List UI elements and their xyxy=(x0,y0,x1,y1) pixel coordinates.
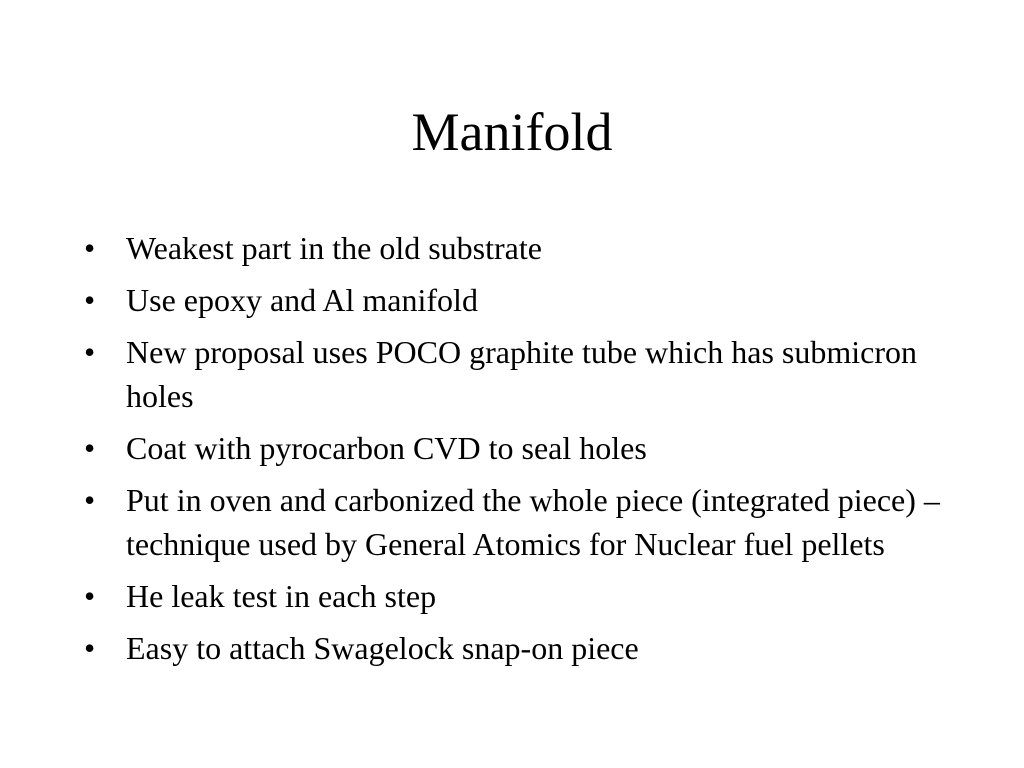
bullet-text: Coat with pyrocarbon CVD to seal holes xyxy=(126,430,647,466)
bullet-text: He leak test in each step xyxy=(126,578,437,614)
bullet-marker: • xyxy=(84,482,96,518)
bullet-item xyxy=(84,626,964,670)
bullet-item xyxy=(84,226,964,270)
bullet-list xyxy=(84,226,964,678)
bullet-marker: • xyxy=(84,430,96,466)
bullet-text: Weakest part in the old substrate xyxy=(126,230,542,266)
bullet-text: New proposal uses POCO graphite tube which has submicron holes xyxy=(126,334,917,414)
bullet-item xyxy=(84,426,964,470)
bullet-item xyxy=(84,330,964,418)
slide-title: Manifold xyxy=(411,102,613,162)
bullet-marker: • xyxy=(84,230,96,266)
bullet-marker: • xyxy=(84,630,96,666)
bullet-text: Use epoxy and Al manifold xyxy=(126,282,478,318)
bullet-item xyxy=(84,278,964,322)
bullet-item xyxy=(84,574,964,618)
bullet-marker: • xyxy=(84,282,96,318)
bullet-text: Put in oven and carbonized the whole piece (integrated piece) – technique used by General Atomics for Nuclear fuel pellets xyxy=(126,482,940,562)
bullet-text: Easy to attach Swagelock snap-on piece xyxy=(126,630,639,666)
bullet-item xyxy=(84,478,964,566)
bullet-marker: • xyxy=(84,334,96,370)
bullet-marker: • xyxy=(84,578,96,614)
